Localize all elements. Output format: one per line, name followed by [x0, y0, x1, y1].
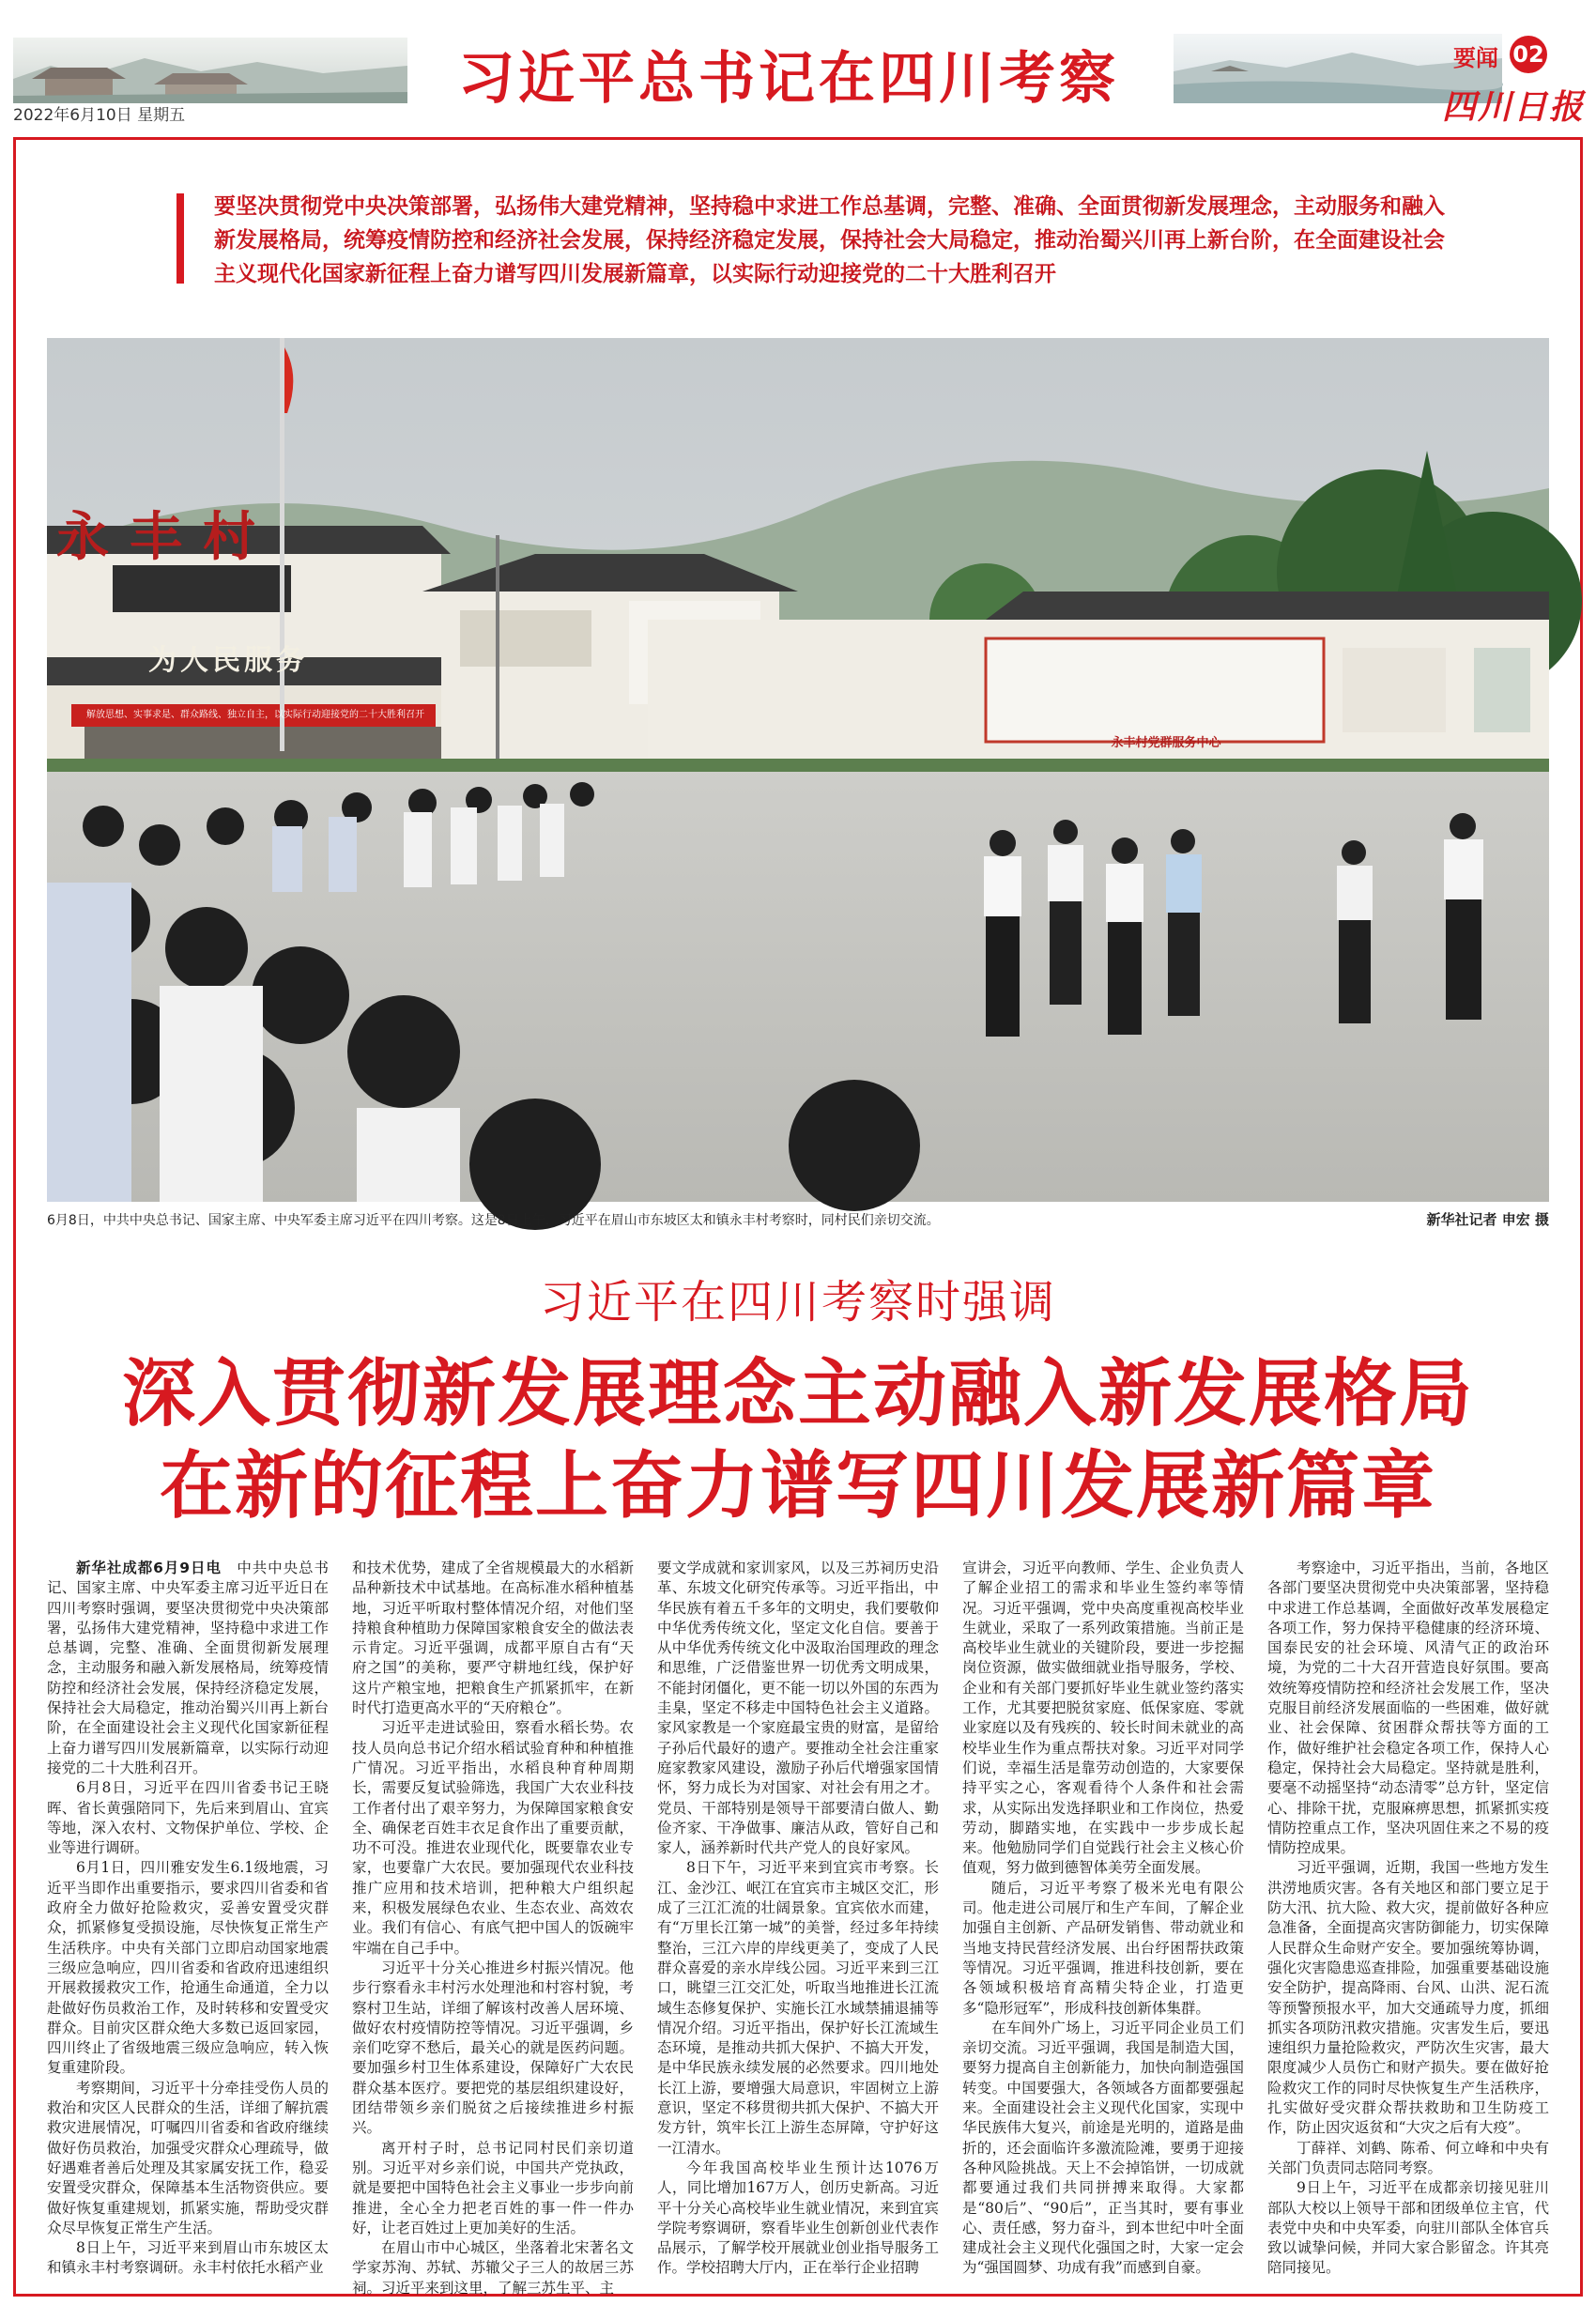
- article-paragraph: 新华社成都6月9日电 中共中央总书记、国家主席、中央军委主席习近平近日在四川考察时强调，要坚决贯彻党中央决策部署，弘扬伟大建党精神，坚持稳中求进工作总基调，完整、准确、全面贯彻新发展理念，主动服务和融入新发展格局，统筹疫情防控和经济社会发展，保持经济稳定发展，保持社会大局稳定，推动治蜀兴川再上新台阶，在全面建设社会主义现代化国家新征程上奋力谱写四川发展新篇章，以实际行动迎接党的二十大胜利召开。: [47, 1560, 329, 1776]
- service-center-board: 永丰村党群服务中心: [1111, 736, 1221, 750]
- news-photo: [47, 338, 1549, 1202]
- summary-lead: 要坚决贯彻党中央决策部署，弘扬伟大建党精神，坚持稳中求进工作总基调，完整、准确、全面贯彻新发展理念，主动服务和融入新发展格局，统筹疫情防控和经济社会发展，保持经济稳定发展，保持社会大局稳定，推动治蜀兴川再上新台阶，在全面建设社会主义现代化国家新征程上奋力谱写四川发展新篇章，以实际行动迎接党的二十大胜利召开: [214, 194, 1445, 286]
- headline-line-1: 深入贯彻新发展理念主动融入新发展格局: [121, 1352, 1474, 1437]
- article-paragraph: 离开村子时，总书记同村民们亲切道别。习近平对乡亲们说，中国共产党执政，就是要把中国特色社会主义事业一步步向前推进，全心全力把老百姓的事一件一件办好，让老百姓过上更加美好的生活。: [352, 2139, 634, 2236]
- article-paragraph: 习近平十分关心推进乡村振兴情况。他步行察看永丰村污水处理池和村容村貌，考察村卫生站，详细了解该村改善人居环境、做好农村疫情防控等情况。习近平强调，乡亲们吃穿不愁后，最关心的就是医药问题。要加强乡村卫生体系建设，保障好广大农民群众基本医疗。要把党的基层组织建设好，团结带领乡亲们脱贫之后接续推进乡村振兴。: [352, 1959, 634, 2137]
- photo-credit: 新华社记者 申宏 摄: [1426, 1211, 1549, 1228]
- article-paragraph: 6月8日，习近平在四川省委书记王晓晖、省长黄强陪同下，先后来到眉山、宜宾等地，深入农村、文物保护单位、学校、企业等进行调研。: [47, 1779, 329, 1857]
- masthead: [0, 0, 1596, 131]
- section-label: 要闻: [1453, 45, 1498, 71]
- headline-line-2: 在新的征程上奋力谱写四川发展新篇章: [159, 1444, 1436, 1529]
- photo-caption: 6月8日，中共中央总书记、国家主席、中央军委主席习近平在四川考察。这是8日上午，习近平在眉山市东坡区太和镇永丰村考察时，同村民们亲切交流。: [47, 1213, 940, 1228]
- article-paragraph: 考察途中，习近平指出，当前，各地区各部门要坚决贯彻党中央决策部署，坚持稳中求进工作总基调，全面做好改革发展稳定各项工作，努力保持平稳健康的经济环境、国泰民安的社会环境、风清气正的政治环境，为党的二十大召开营造良好氛围。要高效统筹疫情防控和经济社会发展工作，坚决克服目前经济发展面临的一些困难，做好就业、社会保障、贫困群众帮扶等方面的工作，做好维护社会稳定各项工作，保持人心稳定，保持社会大局稳定。坚持就是胜利，要毫不动摇坚持“动态清零”总方针，坚定信心、排除干扰，克服麻痹思想，抓紧抓实疫情防控重点工作，坚决巩固住来之不易的疫情防控成果。: [1267, 1560, 1549, 1857]
- article-paragraph: 8日上午，习近平来到眉山市东坡区太和镇永丰村考察调研。永丰村依托水稻产业: [47, 2239, 329, 2277]
- summary-accent-bar: [176, 193, 184, 284]
- article-column-1: [47, 1559, 329, 2277]
- article-paragraph: 宣讲会，习近平向教师、学生、企业负责人了解企业招工的需求和毕业生签约率等情况。习近平强调，党中央高度重视高校毕业生就业，采取了一系列政策措施。当前正是高校毕业生就业的关键阶段，要进一步挖掘岗位资源，做实做细就业指导服务，学校、企业和有关部门要抓好毕业生就业签约落实工作，尤其要把脱贫家庭、低保家庭、零就业家庭以及有残疾的、较长时间未就业的高校毕业生作为重点帮扶对象。习近平对同学们说，幸福生活是靠劳动创造的，大家要保持平实之心，客观看待个人条件和社会需求，从实际出发选择职业和工作岗位，热爱劳动，脚踏实地，在实践中一步步成长起来。他勉励同学们自觉践行社会主义核心价值观，努力做到德智体美劳全面发展。: [962, 1560, 1244, 1877]
- article-paragraph: 习近平强调，近期，我国一些地方发生洪涝地质灾害。各有关地区和部门要立足于防大汛、抗大险、救大灾，提前做好各种应急准备，全面提高灾害防御能力，切实保障人民群众生命财产安全。要加强统筹协调，强化灾害隐患巡查排险，加强重要基础设施安全防护，提高降雨、台风、山洪、泥石流等预警预报水平，加大交通疏导力度，抓细抓实各项防汛救灾措施。灾害发生后，要迅速组织力量抢险救灾，严防次生灾害，最大限度减少人员伤亡和财产损失。要在做好抢险救灾工作的同时尽快恢复生产生活秩序，扎实做好受灾群众帮扶救助和卫生防疫工作，防止因灾返贫和“大灾之后有大疫”。: [1267, 1859, 1549, 2137]
- serve-the-people-plaque: 为人民服务: [148, 644, 308, 677]
- article-paragraph: 今年我国高校毕业生预计达1076万人，同比增加167万人，创历史新高。习近平十分关心高校毕业生就业情况，来到宜宾学院考察调研，察看毕业生创新创业代表作品展示，了解学校开展就业创业指导服务工作。学校招聘大厅内，正在举行企业招聘: [657, 2159, 939, 2277]
- article-column-2: [352, 1559, 634, 2297]
- article-paragraph: 6月1日，四川雅安发生6.1级地震，习近平当即作出重要指示，要求四川省委和省政府全力做好抢险救灾，妥善安置受灾群众，抓紧修复受损设施，尽快恢复正常生产生活秩序。中央有关部门立即启动国家地震三级应急响应，四川省委和省政府迅速组织开展救援救灾工作，抢通生命通道，全力以赴做好伤员救治工作，及时转移和安置受灾群众。目前灾区群众绝大多数已返回家园，四川终止了省级地震三级应急响应，转入恢复重建阶段。: [47, 1859, 329, 2077]
- article-paragraph: 在车间外广场上，习近平同企业员工们亲切交流。习近平强调，我国是制造大国，要努力提高自主创新能力，加快向制造强国转变。中国要强大，各领域各方面都要强起来。全面建设社会主义现代化国家，实现中华民族伟大复兴，前途是光明的，道路是曲折的，还会面临许多激流险滩，要勇于迎接各种风险挑战。天上不会掉馅饼，一切成就都要通过我们共同拼搏来取得。大家都是“80后”、“90后”，正当其时，要有事业心、责任感，努力奋斗，到本世纪中叶全面建成社会主义现代化强国之时，大家一定会为“强国圆梦、功成有我”而感到自豪。: [962, 2019, 1244, 2277]
- issue-date: 2022年6月10日 星期五: [13, 106, 186, 125]
- article-paragraph: 9日上午，习近平在成都亲切接见驻川部队大校以上领导干部和团级单位主官，代表党中央和中央军委，向驻川部队全体官兵致以诚挚问候，并同大家合影留念。许其亮陪同接见。: [1267, 2179, 1549, 2277]
- article-paragraph: 要文学成就和家训家风，以及三苏祠历史沿革、东坡文化研究传承等。习近平指出，中华民族有着五千多年的文明史，我们要敬仰中华优秀传统文化，坚定文化自信。要善于从中华优秀传统文化中汲取治国理政的理念和思维，广泛借鉴世界一切优秀文明成果，不能封闭僵化，更不能一切以外国的东西为圭臬，坚定不移走中国特色社会主义道路。家风家教是一个家庭最宝贵的财富，是留给子孙后代最好的遗产。要推动全社会注重家庭家教家风建设，激励子孙后代增强家国情怀，努力成长为对国家、对社会有用之才。党员、干部特别是领导干部要清白做人、勤俭齐家、干净做事、廉洁从政，管好自己和家人，涵养新时代共产党人的良好家风。: [657, 1560, 939, 1857]
- article-dateline: 新华社成都6月9日电: [76, 1560, 222, 1576]
- article-paragraph: 在眉山市中心城区，坐落着北宋著名文学家苏洵、苏轼、苏辙父子三人的故居三苏祠。习近平来到这里，了解三苏生平、主: [352, 2239, 634, 2297]
- article-column-3: [657, 1559, 939, 2277]
- article-paragraph: 和技术优势，建成了全省规模最大的水稻新品种新技术中试基地。在高标准水稻种植基地，习近平听取村整体情况介绍，对他们坚持粮食种植助力保障国家粮食安全的做法表示肯定。习近平强调，成都平原自古有“天府之国”的美称，要严守耕地红线，保护好这片产粮宝地，把粮食生产抓紧抓牢，在新时代打造更高水平的“天府粮仓”。: [352, 1560, 634, 1717]
- page-number-badge: 02: [1510, 36, 1547, 73]
- headline-kicker: 习近平在四川考察时强调: [539, 1276, 1056, 1329]
- newspaper-logo: 四川日报: [1442, 87, 1586, 127]
- article-column-4: [962, 1559, 1244, 2277]
- masthead-title: 习近平总书记在四川考察: [458, 46, 1119, 112]
- article-paragraph: 考察期间，习近平十分牵挂受伤人员的救治和灾区人民群众的生活，详细了解抗震救灾进展情况，叮嘱四川省委和省政府继续做好伤员救治，加强受灾群众心理疏导，做好遇难者善后处理及其家属安抚工作，稳妥安置受灾群众，保障基本生活物资供应。要做好恢复重建规划，抓紧实施，帮助受灾群众尽早恢复正常生产生活。: [47, 2079, 329, 2236]
- article-paragraph: 8日下午，习近平来到宜宾市考察。长江、金沙江、岷江在宜宾市主城区交汇，形成了三江汇流的壮阔景象。宜宾依水而建，有“万里长江第一城”的美誉，经过多年持续整治，三江六岸的岸线更美了，变成了人民群众喜爱的亲水岸线公园。习近平来到三江口，眺望三江交汇处，听取当地推进长江流域生态修复保护、实施长江水域禁捕退捕等情况介绍。习近平指出，保护好长江流域生态环境，是推动共抓大保护、不搞大开发，是中华民族永续发展的必然要求。四川地处长江上游，要增强大局意识，牢固树立上游意识，坚定不移贯彻共抓大保护、不搞大开发方针，筑牢长江上游生态屏障，守护好这一江清水。: [657, 1859, 939, 2157]
- article-body: [47, 1559, 1549, 2297]
- article-paragraph: 丁薛祥、刘鹤、陈希、何立峰和中央有关部门负责同志陪同考察。: [1267, 2139, 1549, 2176]
- article-paragraph: 随后，习近平考察了极米光电有限公司。他走进公司展厅和生产车间，了解企业加强自主创新、产品研发销售、带动就业和当地支持民营经济发展、出台纾困帮扶政策等情况。习近平强调，推进科技创新，要在各领域积极培育高精尖特企业，打造更多“隐形冠军”，形成科技创新体集群。: [962, 1879, 1244, 2017]
- masthead-left-scenery-image: [13, 38, 407, 103]
- article-column-5: [1267, 1559, 1549, 2277]
- red-slogan-strip: 解放思想、实事求是、群众路线、独立自主，以实际行动迎接党的二十大胜利召开: [86, 710, 424, 720]
- village-name-sign: 永丰村: [56, 506, 276, 568]
- article-paragraph: 习近平走进试验田，察看水稻长势。农技人员向总书记介绍水稻试验育种和种植推广情况。习近平指出，水稻良种育种周期长，需要反复试验筛选，我国广大农业科技工作者付出了艰辛努力，为保障国家粮食安全、确保老百姓丰衣足食作出了重要贡献，功不可没。推进农业现代化，既要靠农业专家，也要靠广大农民。要加强现代农业科技推广应用和技术培训，把种粮大户组织起来，积极发展绿色农业、生态农业、高效农业。我们有信心、有底气把中国人的饭碗牢牢端在自己手中。: [352, 1719, 634, 1957]
